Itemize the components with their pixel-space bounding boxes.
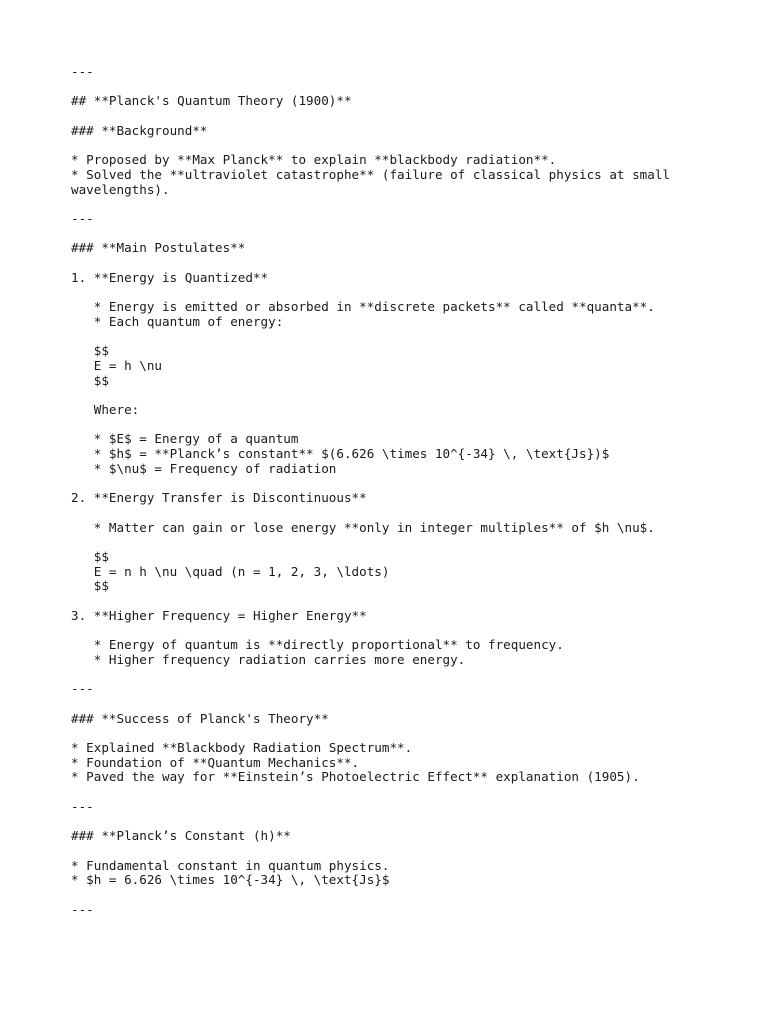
list-item-continuation: wavelengths). <box>71 181 170 197</box>
list-item: * $h = 6.626 \times 10^{-34} \, \text{Js}$ <box>71 872 390 888</box>
sub-list-item: * $\nu$ = Frequency of radiation <box>71 460 337 476</box>
blank-line <box>71 506 751 521</box>
sub-list-item: * Energy of quantum is **directly proportional** to frequency. <box>71 637 564 653</box>
blank-line <box>71 726 751 741</box>
blank-line <box>71 594 751 609</box>
horizontal-rule: --- <box>71 210 94 226</box>
blank-line <box>71 138 751 153</box>
math-delimiter: $$ <box>71 343 109 359</box>
page-title: ## **Planck's Quantum Theory (1900)** <box>71 93 352 109</box>
blank-line <box>71 697 751 712</box>
sub-list-item: * Energy is emitted or absorbed in **discrete packets** called **quanta**. <box>71 299 655 315</box>
list-item: * Foundation of **Quantum Mechanics**. <box>71 754 360 770</box>
numbered-item: 3. **Higher Frequency = Higher Energy** <box>71 607 367 623</box>
horizontal-rule: --- <box>71 64 94 79</box>
math-equation: E = h \nu <box>71 357 162 373</box>
blank-line <box>71 388 751 403</box>
sub-list-item: * $h$ = **Planck’s constant** $(6.626 \times 10^{-34} \, \text{Js})$ <box>71 446 610 462</box>
sub-list-item: * Matter can gain or lose energy **only in integer multiples** of $h \nu$. <box>71 519 655 535</box>
blank-line <box>71 285 751 300</box>
blank-line <box>71 668 751 683</box>
markdown-document <box>71 65 751 917</box>
sub-list-item: * Higher frequency radiation carries more energy. <box>71 651 466 667</box>
horizontal-rule: --- <box>71 901 94 917</box>
math-delimiter: $$ <box>71 549 109 564</box>
blank-line <box>71 227 751 242</box>
numbered-item: 2. **Energy Transfer is Discontinuous** <box>71 490 367 506</box>
list-item: * Proposed by **Max Planck** to explain **blackbody radiation**. <box>71 152 557 168</box>
blank-line <box>71 330 751 345</box>
section-heading-plancks-constant: ### **Planck’s Constant (h)** <box>71 828 291 844</box>
blank-line <box>71 109 751 124</box>
list-item: * Solved the **ultraviolet catastrophe** (failure of classical physics at small <box>71 166 670 182</box>
list-item: * Fundamental constant in quantum physics. <box>71 857 390 873</box>
blank-line <box>71 477 751 492</box>
math-delimiter: $$ <box>71 578 109 594</box>
blank-line <box>71 535 751 550</box>
horizontal-rule: --- <box>71 681 94 697</box>
list-item: * Paved the way for **Einstein’s Photoelectric Effect** explanation (1905). <box>71 769 640 785</box>
blank-line <box>71 785 751 800</box>
math-delimiter: $$ <box>71 372 109 388</box>
blank-line <box>71 888 751 903</box>
sub-list-item: * Each quantum of energy: <box>71 313 284 329</box>
horizontal-rule: --- <box>71 798 94 814</box>
section-heading-main-postulates: ### **Main Postulates** <box>71 240 246 256</box>
blank-line <box>71 256 751 271</box>
blank-line <box>71 197 751 212</box>
section-heading-success: ### **Success of Planck's Theory** <box>71 710 329 726</box>
blank-line <box>71 624 751 639</box>
math-equation: E = n h \nu \quad (n = 1, 2, 3, \ldots) <box>71 563 390 579</box>
blank-line <box>71 815 751 830</box>
blank-line <box>71 80 751 95</box>
sub-list-item: * $E$ = Energy of a quantum <box>71 431 299 447</box>
text-line: Where: <box>71 402 140 418</box>
blank-line <box>71 418 751 433</box>
numbered-item: 1. **Energy is Quantized** <box>71 269 269 285</box>
list-item: * Explained **Blackbody Radiation Spectrum**. <box>71 740 413 756</box>
blank-line <box>71 844 751 859</box>
section-heading-background: ### **Background** <box>71 122 208 138</box>
